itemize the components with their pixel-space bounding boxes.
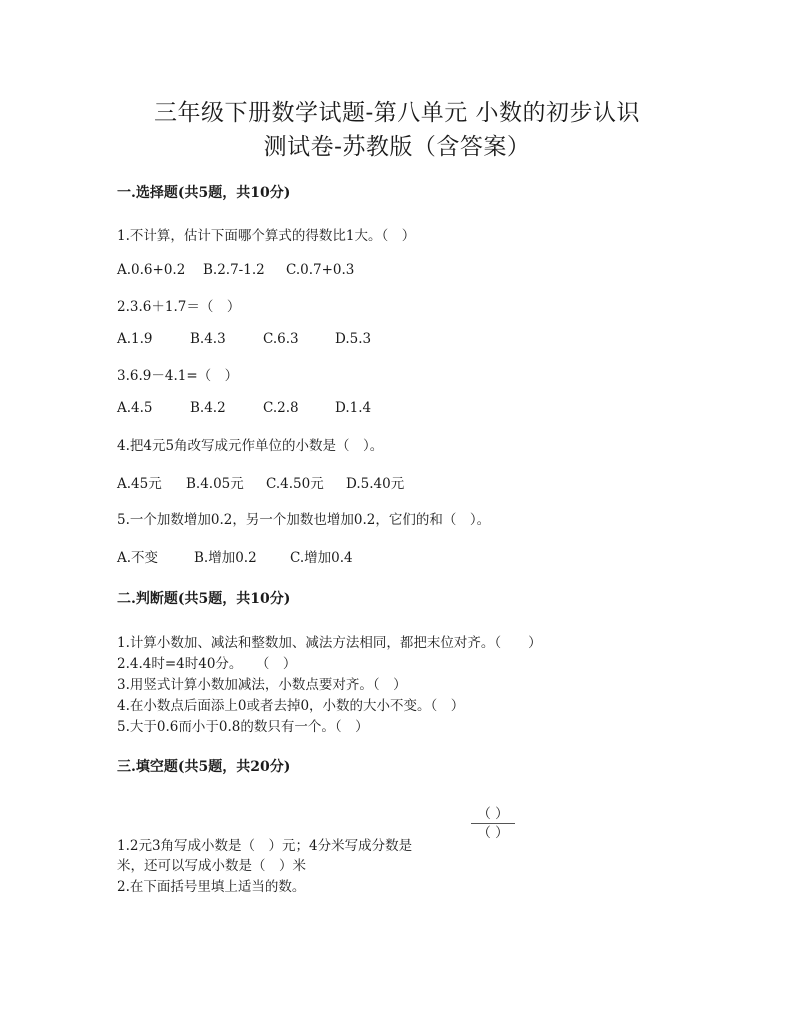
option: D.1.4	[335, 400, 372, 416]
question-options	[117, 331, 371, 347]
question-options	[117, 472, 404, 492]
option: D.5.40元	[346, 476, 405, 492]
question-stem: 1.不计算，估计下面哪个算式的得数比1大。（ ）	[117, 228, 416, 244]
option: B.4.3	[190, 331, 226, 347]
option: C.增加0.4	[290, 550, 353, 566]
fraction-blank	[471, 806, 515, 841]
question-stem: 4.把4元5角改写成元作单位的小数是（ ）。	[117, 438, 384, 454]
document-title-line1: 三年级下册数学试题-第八单元 小数的初步认识	[153, 100, 641, 126]
judgement-item: 4.在小数点后面添上0或者去掉0，小数的大小不变。（ ）	[117, 698, 465, 714]
fill-question-line: 2.在下面括号里填上适当的数。	[117, 879, 306, 895]
fraction-numerator: （ ）	[477, 806, 509, 822]
option: B.增加0.2	[194, 550, 257, 566]
question-stem: 5.一个加数增加0.2，另一个加数也增加0.2，它们的和（ ）。	[117, 512, 491, 528]
option: A.0.6+0.2	[117, 262, 186, 278]
option: D.5.3	[335, 331, 372, 347]
fraction-denominator: （ ）	[477, 825, 509, 841]
option: B.4.05元	[186, 476, 244, 492]
fraction-bar	[471, 823, 515, 824]
option: B.4.2	[190, 400, 226, 416]
option: C.2.8	[263, 400, 299, 416]
judgement-item: 5.大于0.6而小于0.8的数只有一个。（ ）	[117, 719, 369, 735]
option: C.6.3	[263, 331, 299, 347]
option: C.0.7+0.3	[286, 262, 355, 278]
section-heading-judgement: 二.判断题(共5题，共10分)	[117, 591, 291, 607]
option: A.45元	[117, 476, 162, 492]
option: A.4.5	[117, 400, 153, 416]
question-stem: 3.6.9－4.1=（ ）	[117, 368, 239, 384]
question-options	[117, 400, 371, 416]
question-options	[117, 546, 353, 566]
fill-question-line: 米，还可以写成小数是（ ）米	[117, 858, 306, 874]
judgement-item: 2.4.4时=4时40分。 （ ）	[117, 656, 297, 672]
option: C.4.50元	[266, 476, 324, 492]
question-stem: 2.3.6＋1.7＝（ ）	[117, 299, 241, 315]
judgement-item: 3.用竖式计算小数加减法，小数点要对齐。（ ）	[117, 677, 407, 693]
option: A.1.9	[117, 331, 153, 347]
fill-question-line: 1.2元3角写成小数是（ ）元；4分米写成分数是	[117, 838, 413, 854]
question-options	[117, 262, 354, 278]
judgement-item: 1.计算小数加、减法和整数加、减法方法相同，都把末位对齐。（ ）	[117, 635, 542, 651]
option: B.2.7-1.2	[203, 262, 265, 278]
document-title-line2: 测试卷-苏教版（含答案）	[263, 134, 531, 160]
option: A.不变	[117, 550, 159, 566]
section-heading-choice: 一.选择题(共5题，共10分)	[117, 185, 291, 201]
section-heading-fill-blank: 三.填空题(共5题，共20分)	[117, 759, 291, 775]
